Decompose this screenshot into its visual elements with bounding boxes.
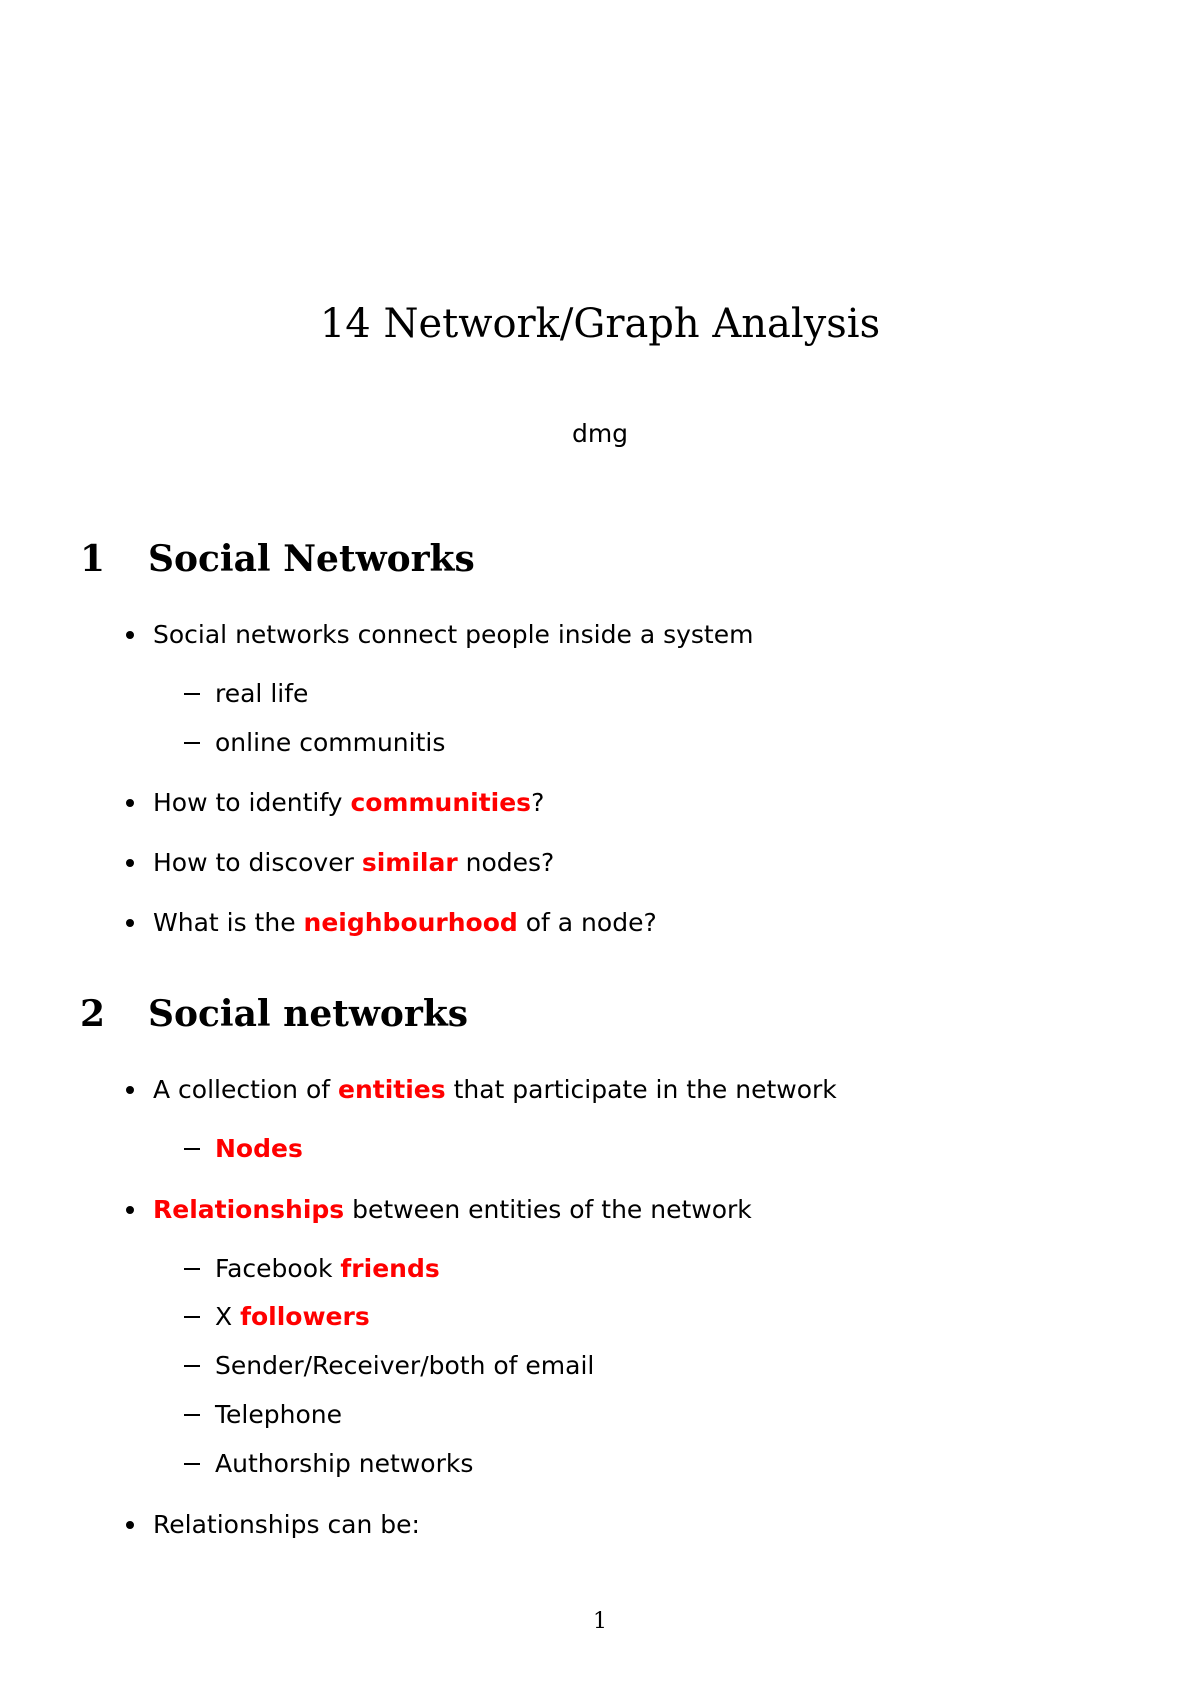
bullet-icon — [126, 859, 134, 867]
dash-icon — [184, 742, 200, 744]
list-item — [215, 1302, 370, 1332]
highlight-term: Relationships — [153, 1195, 345, 1224]
item-text: online communitis — [215, 728, 446, 757]
highlight-term: followers — [240, 1302, 370, 1331]
dash-icon — [184, 1365, 200, 1367]
highlight-term: neighbourhood — [303, 908, 518, 937]
item-text: How to discover — [153, 848, 362, 877]
list-item — [215, 1449, 473, 1479]
bullet-icon — [126, 1521, 134, 1529]
list-item — [215, 1254, 440, 1284]
item-text: A collection of — [153, 1075, 338, 1104]
dash-icon — [184, 1316, 200, 1318]
item-text: that participate in the network — [445, 1075, 837, 1104]
item-text: between entities of the network — [344, 1195, 752, 1224]
page-title: 14 Network/Graph Analysis — [319, 301, 881, 347]
item-text: X — [215, 1302, 241, 1331]
list-item — [153, 788, 544, 818]
dash-icon — [184, 1148, 200, 1150]
highlight-term: similar — [361, 848, 458, 877]
bullet-icon — [126, 1086, 134, 1094]
highlight-term: communities — [350, 788, 532, 817]
item-text: Facebook — [215, 1254, 341, 1283]
item-text: How to identify — [153, 788, 351, 817]
section-number: 1 — [80, 538, 106, 580]
item-text: real life — [215, 679, 309, 708]
page-number: 1 — [593, 1609, 607, 1634]
author-name: dmg — [571, 419, 629, 448]
list-item — [215, 1134, 303, 1164]
bullet-icon — [126, 631, 134, 639]
dash-icon — [184, 1268, 200, 1270]
dash-icon — [184, 1463, 200, 1465]
highlight-term: entities — [338, 1075, 446, 1104]
section-number: 2 — [80, 993, 106, 1035]
list-item — [153, 1075, 837, 1105]
item-text: Telephone — [215, 1400, 342, 1429]
section-title: Social Networks — [148, 538, 475, 580]
item-text: Social networks connect people inside a system — [153, 620, 754, 649]
item-text: nodes? — [457, 848, 555, 877]
item-text: Relationships can be: — [153, 1510, 420, 1539]
section-heading — [80, 992, 468, 1036]
list-item — [153, 1510, 420, 1540]
bullet-icon — [126, 919, 134, 927]
dash-icon — [184, 1414, 200, 1416]
section-heading — [80, 537, 475, 581]
list-item — [153, 908, 657, 938]
highlight-term: friends — [340, 1254, 440, 1283]
item-text: ? — [531, 788, 545, 817]
bullet-icon — [126, 799, 134, 807]
list-item — [153, 620, 753, 650]
item-text: What is the — [153, 908, 304, 937]
item-text: of a node? — [517, 908, 657, 937]
list-item — [153, 1195, 752, 1225]
list-item — [153, 848, 554, 878]
item-text: Authorship networks — [215, 1449, 474, 1478]
bullet-icon — [126, 1206, 134, 1214]
dash-icon — [184, 693, 200, 695]
list-item — [215, 728, 445, 758]
list-item — [215, 1400, 342, 1430]
list-item — [215, 1351, 594, 1381]
item-text: Sender/Receiver/both of email — [215, 1351, 595, 1380]
section-title: Social networks — [148, 993, 469, 1035]
list-item — [215, 679, 308, 709]
highlight-term: Nodes — [215, 1134, 303, 1163]
